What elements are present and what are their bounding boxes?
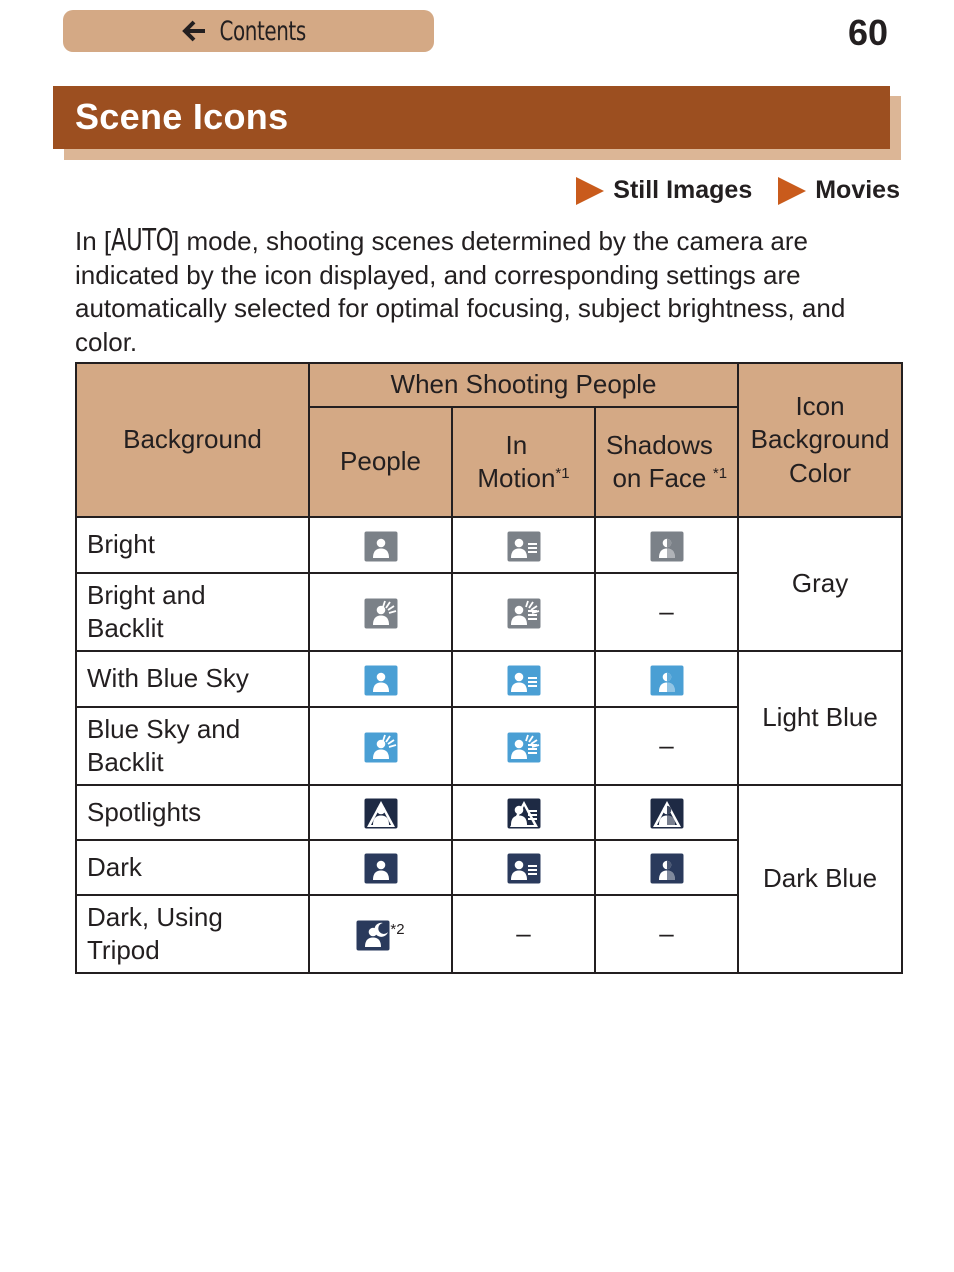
cell-shadows-on-face [595,785,738,840]
cell-in-motion [452,895,595,973]
cell-background [76,651,309,707]
cell-people [309,895,452,973]
intro-suffix: ] mode, shooting scenes determined by the camera are indicated by the icon displayed, and corresponding settings are automatically selected for optimal focusing, subject brightness, and color. [75,226,846,358]
mode-label: Still Images [613,176,753,204]
cell-people [309,707,452,785]
triangle-icon [576,177,604,205]
people-shadows-gray-icon [650,531,684,562]
footnote-marker: *1 [555,464,570,482]
footnote-marker: *1 [712,464,728,482]
people-dark-icon [364,853,398,884]
background-label: Spotlights [87,796,202,827]
mode-still-images [576,176,752,205]
people-shadows-lightblue-icon [650,665,684,696]
people-motion-dark-icon [507,853,541,884]
cell-shadows-on-face [595,573,738,651]
header-people: People [309,407,452,517]
people-gray-icon [364,531,398,562]
table-row [76,785,902,840]
cell-shadows-on-face [595,895,738,973]
cell-in-motion [452,785,595,840]
people-backlit-lightblue-icon [364,732,398,763]
header-icon-color-label: Icon Background Color [750,390,890,488]
people-motion-lightblue-icon [507,665,541,696]
cell-people [309,651,452,707]
background-label: Dark [87,851,142,882]
people-backlit-gray-icon [364,598,398,629]
icon-color-label: Light Blue [762,702,878,733]
cell-shadows-on-face [595,840,738,895]
cell-in-motion [452,517,595,573]
triangle-icon [778,177,806,205]
dash: – [659,918,674,949]
people-spotlight-icon [364,798,398,829]
table-row [76,517,902,573]
icon-color-label: Gray [791,568,849,599]
header-background: Background [76,363,309,517]
contents-label: Contents [219,15,306,47]
dash: – [516,918,531,949]
cell-in-motion [452,840,595,895]
mode-indicators [576,176,900,205]
cell-background [76,895,309,973]
footnote-marker: *2 [390,921,405,939]
cell-shadows-on-face [595,707,738,785]
people-night-tripod-icon [356,920,390,951]
header-in-motion-label: In Motion [477,429,556,493]
background-label: With Blue Sky [87,663,249,694]
title-bar [53,86,890,149]
background-label: Bright [87,529,155,560]
cell-background [76,707,309,785]
cell-people [309,517,452,573]
mode-label: Movies [815,176,900,204]
cell-icon-color [738,517,902,651]
table-row [76,651,902,707]
cell-background [76,517,309,573]
people-shadows-dark-icon [650,853,684,884]
people-shadows-spotlight-icon [650,798,684,829]
page-title: Scene Icons [75,96,289,137]
header-shadows-on-face [595,407,738,517]
background-label: Dark, Using Tripod [87,901,223,965]
cell-shadows-on-face [595,651,738,707]
cell-in-motion [452,573,595,651]
icon-color-label: Dark Blue [762,863,878,894]
intro-prefix: In [ [75,226,112,256]
cell-icon-color [738,651,902,785]
scene-icons-table [75,362,903,974]
cell-shadows-on-face [595,517,738,573]
people-motion-backlit-lightblue-icon [507,732,541,763]
cell-people [309,840,452,895]
mode-movies [778,176,900,205]
people-motion-backlit-gray-icon [507,598,541,629]
header-in-motion [452,407,595,517]
background-label: Bright and Backlit [87,579,206,643]
cell-background [76,840,309,895]
contents-button[interactable] [63,10,434,52]
background-label: Blue Sky and Backlit [87,713,241,777]
page-number: 60 [847,12,888,53]
people-motion-spotlight-icon [507,798,541,829]
dash: – [659,596,674,627]
cell-background [76,785,309,840]
people-lightblue-icon [364,665,398,696]
header-icon-background-color [738,363,902,517]
cell-background [76,573,309,651]
cell-people [309,573,452,651]
cell-in-motion [452,707,595,785]
cell-people [309,785,452,840]
dash: – [659,730,674,761]
cell-icon-color [738,785,902,973]
intro-paragraph [75,224,905,360]
header-shadows-label: Shadows on Face [605,429,713,493]
auto-mode-icon: AUTO [111,223,174,258]
arrow-left-icon [182,19,208,43]
cell-in-motion [452,651,595,707]
people-motion-gray-icon [507,531,541,562]
header-when-shooting-people: When Shooting People [309,363,738,407]
